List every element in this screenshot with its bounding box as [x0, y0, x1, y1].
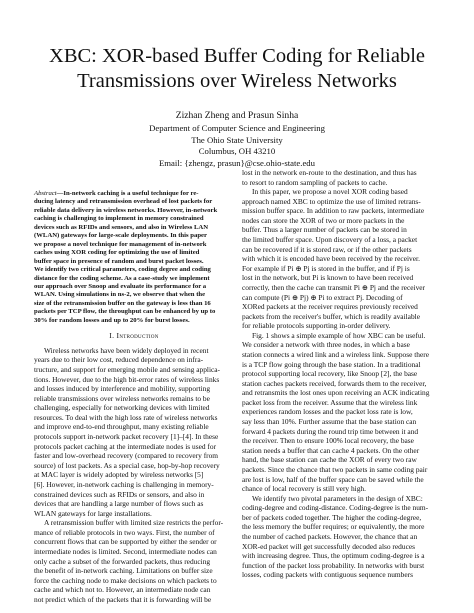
section-title: Introduction [116, 331, 159, 341]
body-line: cache and which not to. However, an intermediate node can [34, 585, 211, 595]
body-line: the limited buffer space. Upon discovery of a loss, a packet [242, 235, 418, 245]
abstract-line: devices such as RFIDs and sensors, and also in Wireless LAN [34, 223, 209, 231]
abstract-line: packets per TCP flow, the throughput can be enhanced by up to [34, 308, 216, 316]
title-line-2: Transmissions over Wireless Networks [77, 70, 397, 92]
body-line: the number of cached packets. However, the chance that an [242, 531, 418, 541]
body-line: resources. To deal with the high loss rate of wireless networks [34, 412, 218, 422]
body-line: tructure, and support for emerging mobile and sensing applica- [34, 364, 221, 374]
abstract-line: distance for the coding scheme. As a case-study we implement [34, 274, 210, 282]
body-line: station caches packets received, forwards them to the receiver, [242, 378, 427, 388]
abstract-line: 30% for random losses and up to 20% for burst losses. [34, 316, 190, 324]
body-line: station connects a wired link and a wireless link. Suppose there [242, 349, 429, 359]
body-line: faster and low-overhead recovery (compared to recovery from [34, 451, 219, 461]
abstract-line: buffer space in presence of random and burst packet losses. [34, 257, 204, 265]
body-line: protocols support in-network packet recovery [1]–[4]. In these [34, 432, 219, 442]
body-line: approach named XBC to optimize the use of limited retrans- [242, 196, 421, 206]
abstract-line: caches using XOR coding for optimizing the use of limited [34, 249, 200, 257]
body-line: at MAC layer is widely adopted by wireless networks [5] [34, 470, 204, 480]
body-line: buffer. Thus a larger number of packets can be stored in [242, 225, 407, 235]
abstract-label: Abstract [34, 190, 57, 197]
abstract-line: Abstract—In-network caching is a useful technique for re- [34, 190, 199, 197]
body-line: challenging, especially for networking devices with limited [34, 403, 210, 413]
body-line: the benefit of in-network caching. Limitations on buffer size [34, 566, 213, 576]
abstract-line: size of the retransmission buffer on the gateway is less than 16 [34, 299, 211, 307]
body-line: protocols packet caching at the intermediate nodes is used for [34, 441, 217, 451]
body-line: devices that are handling a large number of flows such as [34, 499, 204, 509]
body-line: only cache a subset of the forwarded packets, thus reducing [34, 556, 211, 566]
body-line: WLAN gateways for large installations. [34, 508, 152, 518]
abstract-line: We identify two critical parameters, coding degree and coding [34, 266, 211, 274]
body-line: [6]. However, in-network caching is challenging in memory- [34, 479, 214, 489]
abstract [34, 190, 234, 325]
body-line: say less than 10%. Further assume that the base station can [242, 417, 417, 427]
body-line: to resort to random sampling of packets to cache. [242, 177, 388, 187]
body-line: mission buffer space. In addition to raw packets, intermediate [242, 206, 425, 216]
body-line: can compute (Pi ⊕ Pj) ⊕ Pi to extract Pj. Decoding of [242, 292, 403, 302]
body-line: with increasing degree. Thus, the optimum coding-degree is a [242, 551, 425, 561]
body-line: XORed packets at the receiver requires previously received [242, 302, 418, 312]
body-line: mance of reliable protocols in two ways. First, the number of [34, 527, 215, 537]
abstract-line: reliable data delivery in wireless networks. However, in-network [34, 206, 218, 214]
left-column [34, 190, 234, 604]
body-line: forward 4 packets during the round trip time between it and [242, 426, 419, 436]
body-line: XOR-ed packet will get successfully decoded also reduces [242, 541, 416, 551]
body-line: intermediate nodes is limited. Second, intermediate nodes can [34, 546, 217, 556]
body-line: packets from the receiver's buffer, which is readily available [242, 311, 420, 321]
affiliation-line: The Ohio State University [191, 134, 283, 145]
abstract-line: (WLAN) gateways for large-scale deployments. In this paper [34, 232, 207, 240]
body-line: losses, coding packets with contiguous sequence numbers [242, 570, 413, 580]
body-line: We consider a network with three nodes, in which a base [242, 340, 410, 350]
body-line: For example if Pi ⊕ Pj is stored in the buffer, and if Pj is [242, 263, 410, 273]
author-block [0, 110, 474, 169]
body-line: correctly, then the cache can transmit Pi ⊕ Pj and the receiver [242, 282, 426, 292]
body-line: packet loss from the receiver. Assume that the wireless link [242, 397, 418, 407]
body-line: can be recovered if it is stored raw, or if the other packets [242, 244, 412, 254]
right-column [242, 168, 443, 580]
abstract-line: our approach over Snoop and evaluate its performance for a [34, 282, 207, 290]
section-number: I. [109, 331, 115, 341]
title-line-1: XBC: XOR-based Buffer Coding for Reliable [49, 45, 425, 67]
body-line: force the caching node to make decisions on which packets to [34, 575, 217, 585]
body-line: and losses induced by interference and mobility, supporting [34, 384, 211, 394]
paper-title [0, 44, 474, 94]
abstract-line: caching is challenging to implement in memory constrained [34, 215, 204, 223]
body-line: are lost is low, half of the buffer space can be saved while the [242, 474, 424, 484]
body-line: A retransmission buffer with limited size restricts the perfor- [44, 518, 224, 528]
body-line: In this paper, we propose a novel XOR coding based [252, 187, 408, 197]
body-line: packets. Since the chance that two packets in same coding pair [242, 464, 428, 474]
body-line: function of the packet loss probability. In networks with burst [242, 560, 425, 570]
body-line: coding-degree and coding-distance. Coding-degree is the num- [242, 503, 429, 513]
author-email: Email: {zhengz, prasun}@cse.ohio-state.edu [158, 157, 315, 168]
body-line: We identify two pivotal parameters in the design of XBC: [252, 493, 423, 503]
body-line: hand, the base station can cache the XOR of every two raw [242, 455, 417, 465]
body-line: station needs a buffer that can cache 4 packets. On the other [242, 445, 420, 455]
body-line: for reliable protocols supporting in-order delivery. [242, 321, 391, 331]
body-line: lost in the network en-route to the destination, and thus has [242, 168, 417, 177]
body-line: the receiver. Then to ensure 100% local recovery, the base [242, 436, 414, 446]
affiliation-line: Department of Computer Science and Engineering [149, 123, 325, 134]
body-line: tions. However, due to the high bit-error rates of wireless links [34, 374, 220, 384]
body-line: Fig. 1 shows a simple example of how XBC can be useful. [252, 330, 426, 340]
body-line: constrained devices such as RFIDs or sensors, and also in [34, 489, 205, 499]
body-line: chance of local recovery is still very high. [242, 484, 366, 494]
author-names: Zizhan Zheng and Prasun Sinha [175, 110, 299, 121]
body-line: and improve end-to-end throughput, many existing reliable [34, 422, 209, 432]
body-line: lost in the network, but Pi is known to have been received [242, 273, 414, 283]
body-line: and retransmits the lost ones upon receiving an ACK indicating [242, 388, 430, 398]
body-line: protocol supporting local recovery, like Snoop [2], the base [242, 369, 418, 379]
body-line: years due to their low cost, reduced dependence on infra- [34, 355, 204, 365]
body-line: is a TCP flow going through the base station. In a traditional [242, 359, 421, 369]
body-line: concurrent flows that can be supported by either the sender or [34, 537, 217, 547]
body-line: not predict which of the packets that it is forwarding will be [34, 594, 212, 604]
body-line: source) of lost packets. As a special case, hop-by-hop recovery [34, 460, 220, 470]
affiliation-line: Columbus, OH 43210 [198, 146, 276, 157]
body-line: nodes can store the XOR of two or more packets in the [242, 215, 405, 225]
body-line: the less memory the buffer requires; or equivalently, the more [242, 522, 425, 532]
abstract-line: WLAN. Using simulations in ns-2, we observe that when the [34, 291, 206, 299]
intro-body [34, 346, 234, 605]
abstract-line: we propose a novel technique for management of in-network [34, 240, 207, 248]
abstract-line: ducing latency and retransmission overhead of lost packets for [34, 198, 213, 206]
body-line: experiences random losses and the packet loss rate is low, [242, 407, 413, 417]
body-line: Wireless networks have been widely deployed in recent [44, 345, 209, 355]
body-line: reliable transmissions over wireless networks remains to be [34, 393, 210, 403]
section-heading [34, 331, 234, 341]
body-line: with which it is encoded have been received by the receiver. [242, 254, 420, 264]
body-line: ber of packets coded together. The higher the coding-degree, [242, 512, 422, 522]
